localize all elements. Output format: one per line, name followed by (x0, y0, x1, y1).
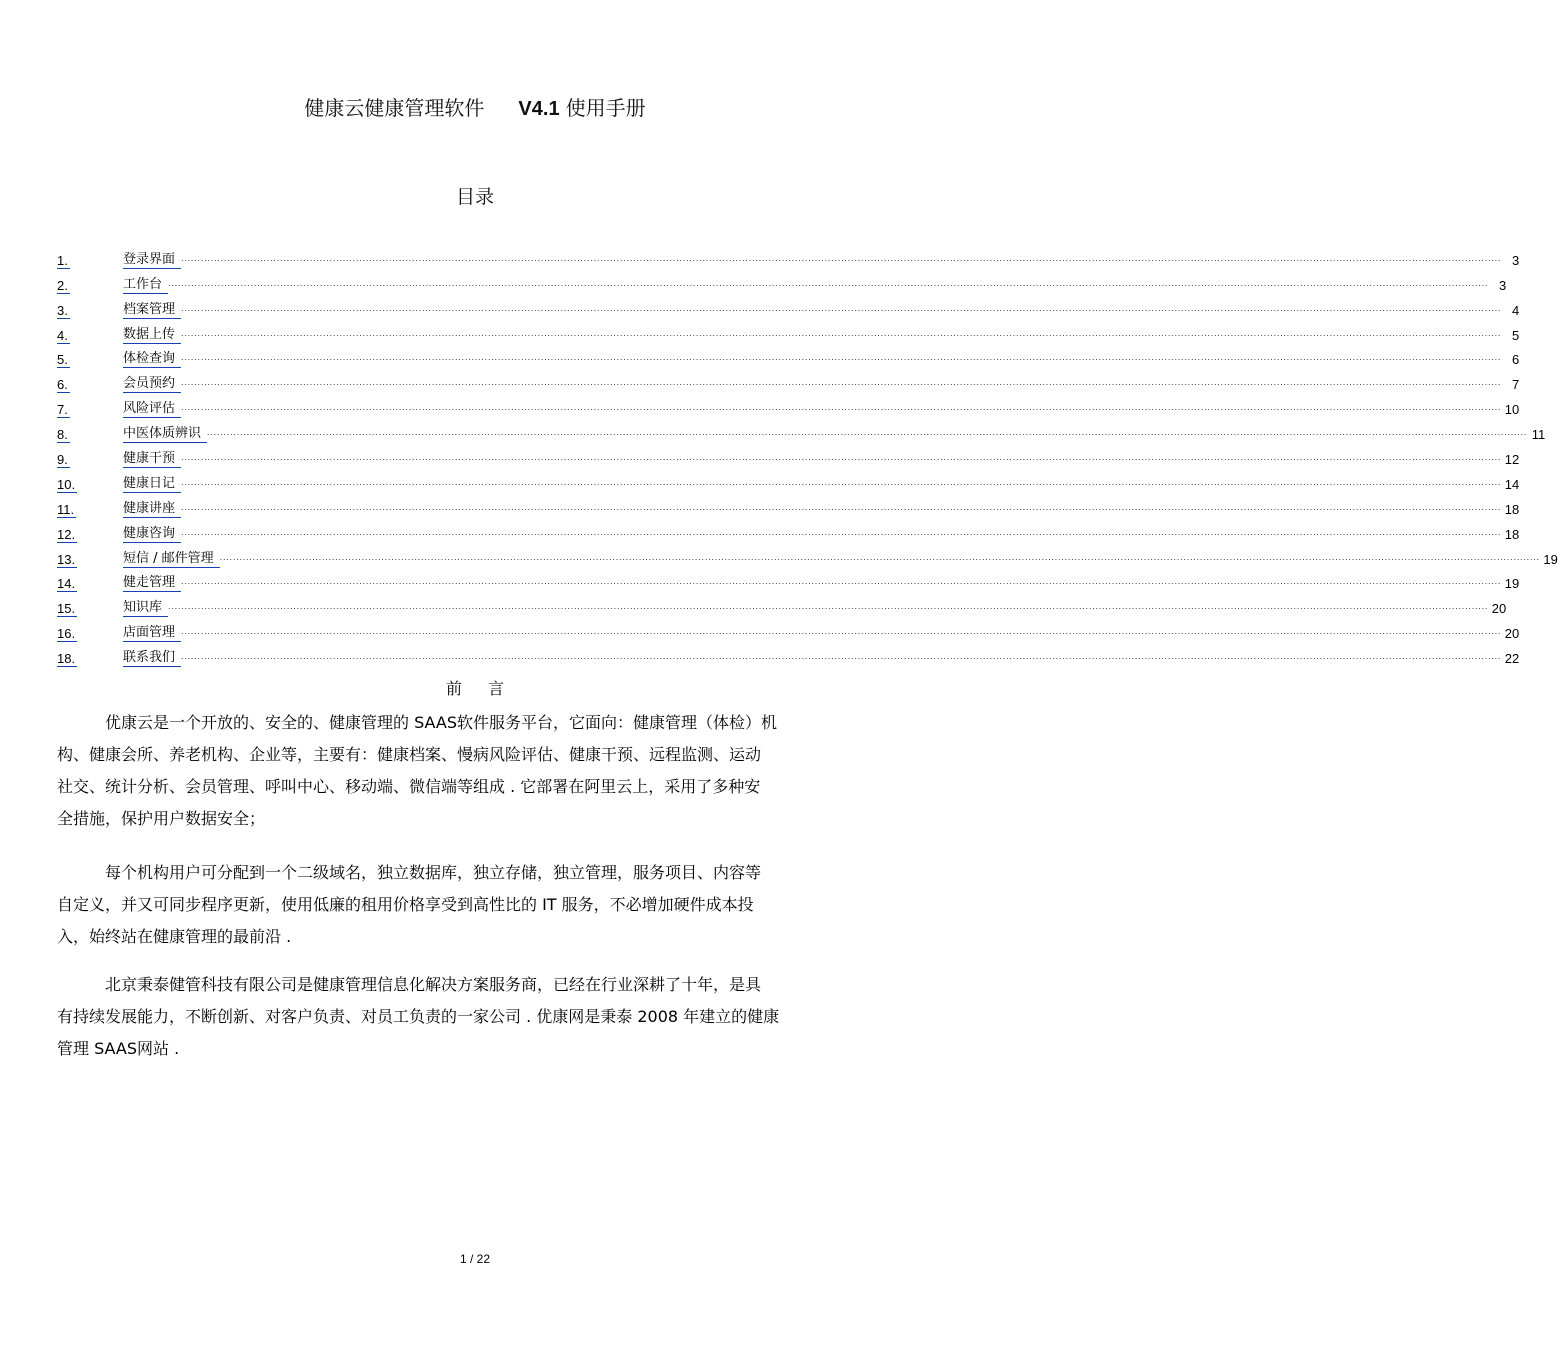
toc-entry[interactable] (57, 518, 1520, 543)
toc-entry-page: 19 (1504, 576, 1520, 592)
toc-entry-page: 5 (1511, 327, 1520, 343)
toc-entry[interactable] (57, 592, 1507, 617)
toc-entry-page: 12 (1504, 452, 1520, 468)
toc-entry-number: 6. (57, 377, 68, 393)
toc-dot-leader: ................................................................................................................................................................................................................................................................................................................................................................................................................ (168, 277, 1489, 288)
toc-dot-leader: ................................................................................................................................................................................................................................................................................................................................................................................................................ (181, 651, 1502, 662)
toc-entry-link[interactable]: 知识库 (123, 600, 168, 617)
toc-entry-link[interactable]: 健康日记 (123, 476, 181, 493)
toc-entry-number: 11. (57, 501, 75, 517)
toc-entry-page: 14 (1504, 476, 1520, 492)
toc-entry[interactable] (57, 617, 1520, 642)
toc-heading: 目录 (455, 186, 494, 208)
toc-entry-page: 22 (1504, 651, 1520, 667)
toc-entry-page: 3 (1498, 277, 1507, 293)
toc-dot-leader: ................................................................................................................................................................................................................................................................................................................................................................................................................ (168, 601, 1489, 612)
toc-dot-leader: ................................................................................................................................................................................................................................................................................................................................................................................................................ (181, 526, 1502, 537)
toc-dot-leader: ................................................................................................................................................................................................................................................................................................................................................................................................................ (181, 576, 1502, 587)
toc-dot-leader: ................................................................................................................................................................................................................................................................................................................................................................................................................ (181, 626, 1502, 637)
toc-dot-leader: ................................................................................................................................................................................................................................................................................................................................................................................................................ (181, 377, 1502, 388)
toc-entry-page: 18 (1504, 526, 1520, 542)
toc-entry-number: 4. (57, 327, 68, 343)
title-suffix: 使用手册 (565, 96, 646, 120)
paragraph-line: 入，始终站在健康管理的最前沿 . (57, 927, 292, 946)
paragraph-line: 北京秉泰健管科技有限公司是健康管理信息化解决方案服务商，已经在行业深耕了十年，是具 (105, 975, 762, 994)
toc-entry-link[interactable]: 中医体质辨识 (123, 426, 207, 443)
toc-entry-link[interactable]: 体检查询 (123, 351, 181, 368)
paragraph-line: 每个机构用户可分配到一个二级域名，独立数据库，独立存储，独立管理，服务项目、内容等 (105, 863, 762, 882)
toc-entry[interactable] (57, 294, 1520, 319)
toc-entry-link[interactable]: 风险评估 (123, 401, 181, 418)
toc-entry-number: 15. (57, 601, 76, 617)
toc-entry-number: 14. (57, 576, 76, 592)
toc-entry-page: 7 (1511, 377, 1520, 393)
toc-entry-number: 12. (57, 526, 76, 542)
preface-heading: 前言 (445, 679, 530, 698)
toc-dot-leader: ................................................................................................................................................................................................................................................................................................................................................................................................................ (181, 352, 1502, 363)
toc-entry-number: 7. (57, 402, 68, 418)
toc-dot-leader: ................................................................................................................................................................................................................................................................................................................................................................................................................ (207, 427, 1528, 438)
toc-entry[interactable] (57, 244, 1520, 269)
paragraph-line: 自定义，并又可同步程序更新，使用低廉的租用价格享受到高性比的 IT 服务，不必增加硬件成本投 (57, 895, 754, 914)
toc-entry-number: 13. (57, 551, 76, 567)
toc-entry-number: 3. (57, 302, 68, 318)
table-of-contents (57, 244, 1558, 667)
page-indicator: 1 / 22 (459, 1252, 491, 1266)
toc-entry-number: 9. (57, 452, 68, 468)
toc-entry-link[interactable]: 登录界面 (123, 252, 181, 269)
toc-entry-link[interactable]: 联系我们 (123, 650, 181, 667)
toc-entry-link[interactable]: 数据上传 (123, 327, 181, 344)
toc-dot-leader: ................................................................................................................................................................................................................................................................................................................................................................................................................ (219, 551, 1540, 562)
toc-dot-leader: ................................................................................................................................................................................................................................................................................................................................................................................................................ (181, 452, 1502, 463)
paragraph-line: 有持续发展能力，不断创新、对客户负责、对员工负责的一家公司 . 优康网是秉泰 2008 年建立的健康 (57, 1007, 780, 1026)
toc-entry[interactable] (57, 393, 1520, 418)
toc-entry[interactable] (57, 368, 1520, 393)
toc-dot-leader: ................................................................................................................................................................................................................................................................................................................................................................................................................ (181, 501, 1502, 512)
toc-entry[interactable] (57, 418, 1546, 443)
toc-entry-page: 19 (1543, 551, 1558, 567)
toc-entry[interactable] (57, 568, 1520, 593)
toc-entry[interactable] (57, 493, 1520, 518)
toc-entry[interactable] (57, 543, 1558, 568)
toc-entry-number: 18. (57, 651, 76, 667)
toc-entry-page: 3 (1511, 252, 1520, 268)
title-version: V4.1 (518, 98, 560, 120)
preface-paragraph-1 (57, 707, 887, 835)
document-title (0, 92, 950, 121)
toc-dot-leader: ................................................................................................................................................................................................................................................................................................................................................................................................................ (181, 402, 1502, 413)
toc-entry[interactable] (57, 319, 1520, 344)
toc-dot-leader: ................................................................................................................................................................................................................................................................................................................................................................................................................ (181, 302, 1502, 313)
toc-entry-page: 20 (1504, 626, 1520, 642)
toc-entry-link[interactable]: 健康讲座 (123, 501, 181, 518)
toc-entry-link[interactable]: 会员预约 (123, 376, 181, 393)
paragraph-line: 构、健康会所、养老机构、企业等，主要有：健康档案、慢病风险评估、健康干预、远程监测、运动 (57, 745, 762, 764)
toc-entry-number: 16. (57, 626, 76, 642)
toc-entry-number: 1. (57, 252, 68, 268)
toc-entry[interactable] (57, 642, 1520, 667)
toc-entry-page: 10 (1504, 402, 1520, 418)
toc-dot-leader: ................................................................................................................................................................................................................................................................................................................................................................................................................ (181, 252, 1502, 263)
toc-dot-leader: ................................................................................................................................................................................................................................................................................................................................................................................................................ (181, 476, 1502, 487)
paragraph-line: 优康云是一个开放的、安全的、健康管理的 SAAS软件服务平台，它面向：健康管理（体检）机 (105, 713, 778, 732)
paragraph-line: 社交、统计分析、会员管理、呼叫中心、移动端、微信端等组成 . 它部署在阿里云上，采用了多种安 (57, 777, 761, 796)
title-main: 健康云健康管理软件 (304, 96, 485, 120)
toc-entry-link[interactable]: 健走管理 (123, 575, 181, 592)
toc-entry-number: 8. (57, 427, 68, 443)
toc-entry[interactable] (57, 344, 1520, 369)
toc-entry-page: 20 (1491, 601, 1507, 617)
toc-entry[interactable] (57, 468, 1520, 493)
toc-entry-number: 5. (57, 352, 68, 368)
toc-entry[interactable] (57, 269, 1507, 294)
toc-entry-number: 10. (57, 476, 76, 492)
preface-paragraph-2 (57, 857, 887, 953)
toc-dot-leader: ................................................................................................................................................................................................................................................................................................................................................................................................................ (181, 327, 1502, 338)
toc-entry-page: 4 (1511, 302, 1520, 318)
toc-entry-link[interactable]: 工作台 (123, 277, 168, 294)
toc-entry-page: 11 (1531, 427, 1546, 443)
toc-entry-link[interactable]: 健康干预 (123, 451, 181, 468)
preface-paragraph-3 (57, 969, 887, 1065)
toc-entry-link[interactable]: 档案管理 (123, 302, 181, 319)
toc-entry-link[interactable]: 健康咨询 (123, 526, 181, 543)
paragraph-line: 全措施，保护用户数据安全； (57, 809, 266, 828)
toc-entry-number: 2. (57, 277, 68, 293)
toc-entry-link[interactable]: 短信 / 邮件管理 (123, 551, 220, 568)
toc-entry-page: 18 (1504, 501, 1520, 517)
toc-entry-link[interactable]: 店面管理 (123, 625, 181, 642)
paragraph-line: 管理 SAAS网站 . (57, 1039, 180, 1058)
toc-entry-page: 6 (1511, 352, 1520, 368)
toc-entry[interactable] (57, 443, 1520, 468)
